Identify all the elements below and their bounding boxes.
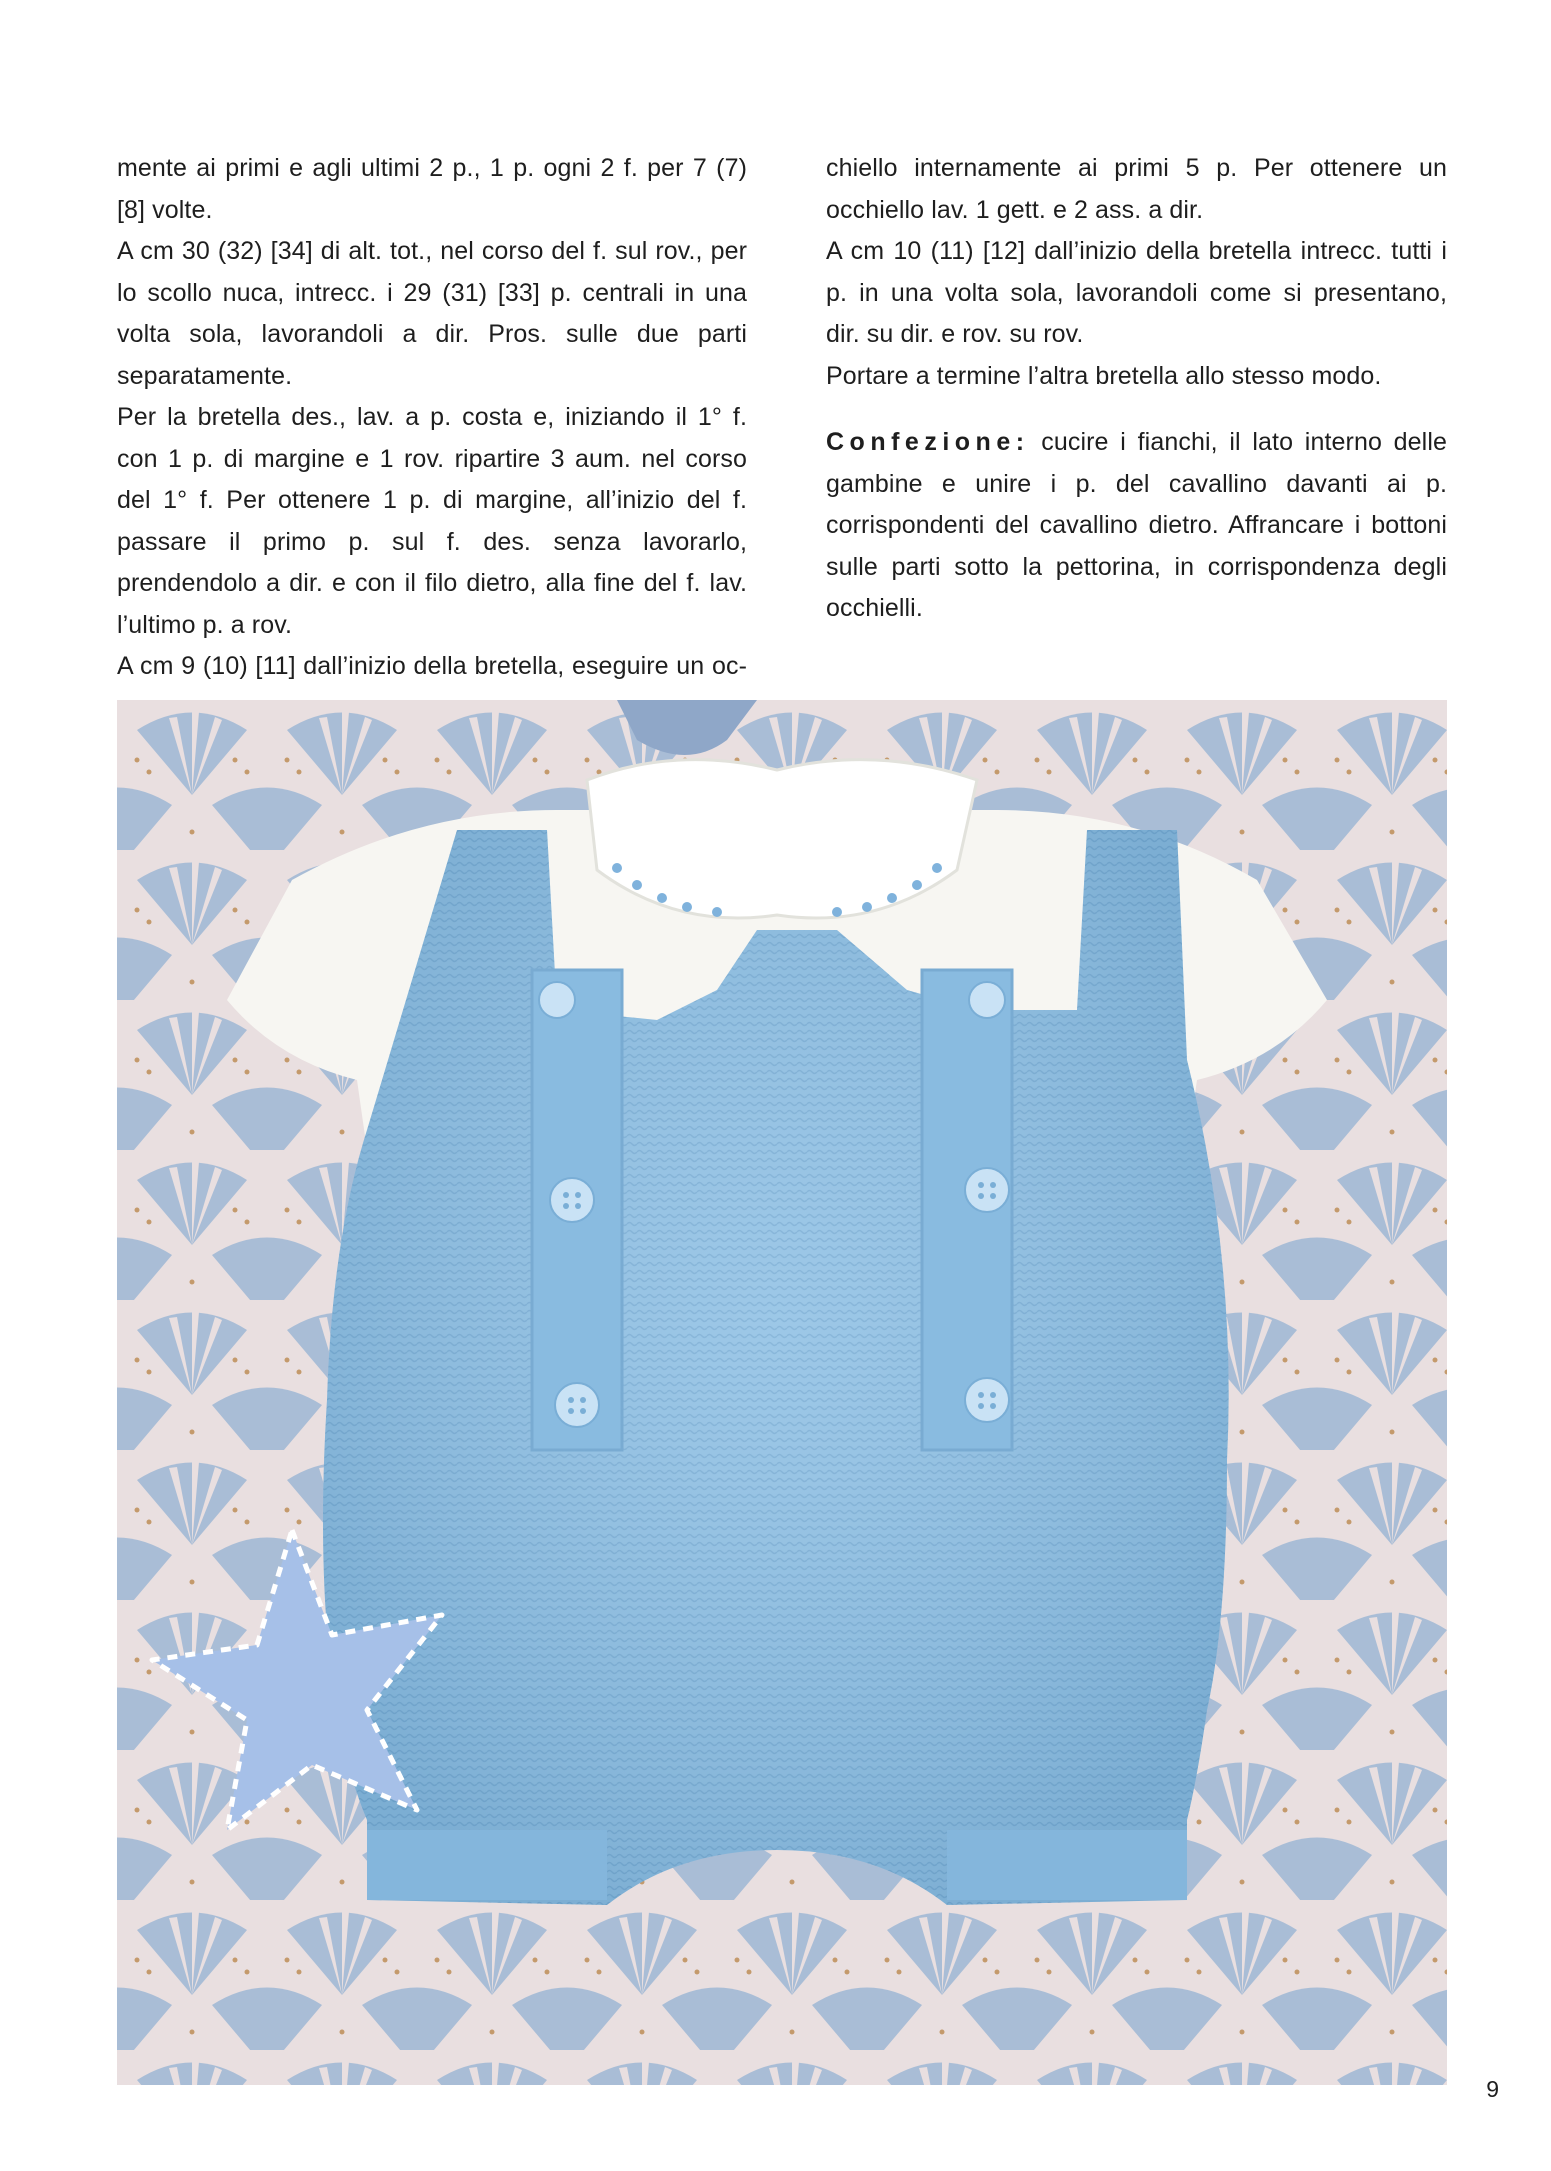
paragraph: mente ai primi e agli ultimi 2 p., 1 p. ogni 2 f. per 7 (7) [8] volte.	[117, 154, 747, 224]
paragraph: A cm 9 (10) [11] dall’inizio della bretella, eseguire un oc-	[117, 652, 747, 680]
paragraph: A cm 10 (11) [12] dall’inizio della bretella intrecc. tutti i p. in una volta sola, lavorandoli come si presentano, dir. su dir. e rov. su rov.	[826, 237, 1447, 348]
confezione-text: cucire i fianchi, il lato interno delle gambine e unire i p. del cavallino davanti ai p. corrispondenti del cavallino dietro. Affrancare i bottoni sulle parti sotto la pettorina, in corrispondenza degli occhielli.	[826, 428, 1447, 622]
knitted-romper	[323, 830, 1229, 1905]
text-column-right	[826, 148, 1447, 630]
product-photo	[117, 700, 1447, 2085]
page-number: 9	[1486, 2076, 1499, 2102]
confezione-heading: Confezione:	[826, 428, 1030, 456]
paragraph: Portare a termine l’altra bretella allo stesso modo.	[826, 361, 1382, 390]
paragraph: A cm 30 (32) [34] di alt. tot., nel corso del f. sul rov., per lo scollo nuca, intrecc. i 29 (31) [33] p. centrali in una volta sola, lavorandoli a dir. Pros. sulle due parti separatamente.	[117, 237, 747, 390]
paragraph: chiello internamente ai primi 5 p. Per ottenere un occhiello lav. 1 gett. e 2 ass. a dir.	[826, 154, 1447, 224]
confezione-paragraph	[826, 422, 1447, 630]
paragraph: Per la bretella des., lav. a p. costa e, iniziando il 1° f. con 1 p. di margine e 1 rov. ripartire 3 aum. nel corso del 1° f. Per ottenere 1 p. di margine, all’inizio del f. passare il primo p. sul f. des. senza lavorarlo, prendendolo a dir. e con il filo dietro, alla fine del f. lav. l’ultimo p. a rov.	[117, 403, 747, 639]
text-column-left	[117, 148, 747, 688]
